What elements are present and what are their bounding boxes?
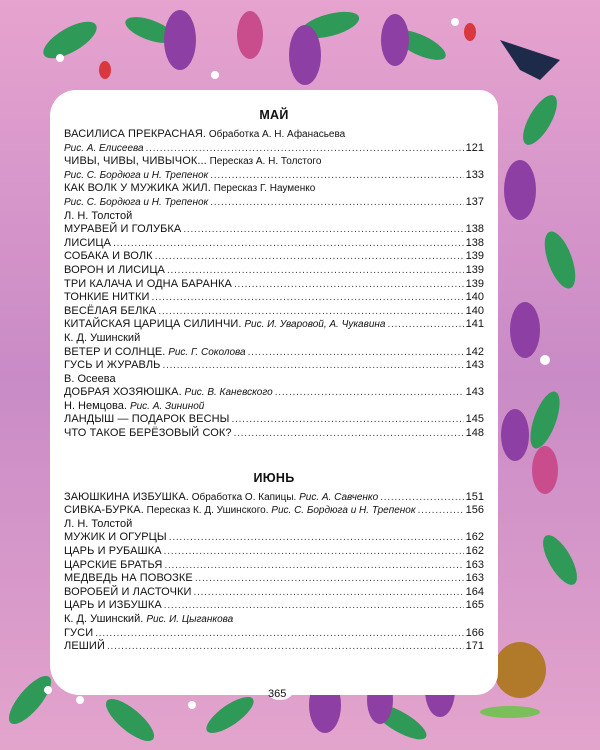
entry-title: ГУСЬ И ЖУРАВЛЬ (64, 359, 161, 372)
entry-page: 139 (465, 250, 484, 263)
leader-dots (234, 427, 464, 441)
page-number: 365 (268, 688, 287, 700)
entry-page: 165 (465, 599, 484, 612)
entry-page: 142 (465, 345, 484, 358)
entry-title: ЛАНДЫШ — ПОДАРОК ВЕСНЫ (64, 413, 230, 426)
entry-page: 138 (465, 236, 484, 249)
toc-entry[interactable] (64, 264, 484, 278)
toc-entry[interactable] (64, 545, 484, 559)
entry-page: 151 (465, 490, 484, 503)
leader-dots (146, 142, 464, 156)
entry-page: 143 (465, 359, 484, 372)
author-name: Н. Немцова. Рис. А. Зининой (64, 399, 205, 412)
leader-dots (195, 572, 464, 586)
section-title-may: МАЙ (259, 108, 289, 122)
toc-entry[interactable] (64, 237, 484, 251)
entry-page: 164 (465, 585, 484, 598)
toc-entry[interactable] (64, 504, 484, 518)
leader-dots (248, 346, 464, 360)
toc-entry[interactable] (64, 169, 484, 183)
entry-title: ДОБРАЯ ХОЗЯЮШКА. (64, 386, 182, 399)
leader-dots (158, 305, 463, 319)
entry-title: ЦАРЬ И ИЗБУШКА (64, 599, 162, 612)
toc-entry[interactable] (64, 155, 484, 169)
entry-page: 163 (465, 572, 484, 585)
toc-entry[interactable] (64, 223, 484, 237)
leader-dots (155, 250, 464, 264)
entry-title: ВЕСЁЛАЯ БЕЛКА (64, 304, 157, 317)
entry-page: 156 (465, 504, 484, 517)
entry-title: ГУСИ (64, 626, 94, 639)
entry-title: ЦАРСКИЕ БРАТЬЯ (64, 558, 163, 571)
leader-dots (164, 545, 464, 559)
entry-page: 139 (465, 263, 484, 276)
leader-dots (95, 627, 463, 641)
toc-entry[interactable] (64, 640, 484, 654)
entry-title: ЧТО ТАКОЕ БЕРЁЗОВЫЙ СОК? (64, 427, 232, 440)
entry-title: ЛЕШИЙ (64, 640, 105, 653)
entry-title: ВОРОН И ЛИСИЦА (64, 263, 165, 276)
author-name: Л. Н. Толстой (64, 209, 133, 222)
entry-title: ЧИВЫ, ЧИВЫ, ЧИВЫЧОК... (64, 155, 207, 168)
leader-dots (107, 640, 464, 654)
entry-illustrator: Рис. А. Елисеева (64, 142, 144, 154)
toc-entry[interactable] (64, 278, 484, 292)
leader-dots (113, 237, 464, 251)
toc-entry[interactable] (64, 291, 484, 305)
entry-page: 145 (465, 413, 484, 426)
entry-illustrator: Рис. С. Бордюга и Н. Трепенок (271, 505, 416, 517)
leader-dots (387, 318, 463, 332)
toc-entry[interactable] (64, 531, 484, 545)
entry-page: 141 (465, 318, 484, 331)
entry-page: 162 (465, 531, 484, 544)
entry-illustrator: Рис. В. Каневского (184, 387, 273, 399)
leader-dots (380, 491, 463, 505)
toc-entry[interactable] (64, 559, 484, 573)
entry-page: 140 (465, 304, 484, 317)
entry-title: СИВКА-БУРКА. (64, 504, 144, 517)
entry-page: 139 (465, 277, 484, 290)
toc-entry[interactable] (64, 359, 484, 373)
entry-title: МУЖИК И ОГУРЦЫ (64, 531, 167, 544)
entry-title: ТРИ КАЛАЧА И ОДНА БАРАНКА (64, 277, 232, 290)
toc-entry[interactable] (64, 491, 484, 505)
toc-entry[interactable] (64, 346, 484, 360)
entry-page: 162 (465, 545, 484, 558)
leader-dots (210, 196, 463, 210)
entry-page: 166 (465, 626, 484, 639)
author-name: К. Д. Ушинский (64, 331, 141, 344)
entry-illustrator: Рис. Г. Соколова (168, 346, 246, 358)
entry-illustrator: Рис. С. Бордюга и Н. Трепенок (64, 196, 209, 208)
leader-dots (194, 586, 464, 600)
entry-note: Обработка О. Капицы. (191, 491, 297, 503)
entry-page: 133 (465, 168, 484, 181)
leader-dots (164, 559, 463, 573)
entry-illustrator: Рис. А. Савченко (299, 491, 379, 503)
entry-title: ТОНКИЕ НИТКИ (64, 291, 150, 304)
toc-entry[interactable] (64, 318, 484, 332)
entry-page: 140 (465, 291, 484, 304)
toc-entry[interactable] (64, 305, 484, 319)
entry-note: Пересказ К. Д. Ушинского. (146, 505, 269, 517)
leader-dots (418, 504, 464, 518)
toc-entry[interactable] (64, 182, 484, 196)
toc-entry[interactable] (64, 586, 484, 600)
entry-title: МЕДВЕДЬ НА ПОВОЗКЕ (64, 572, 193, 585)
leader-dots (183, 223, 463, 237)
leader-dots (234, 278, 464, 292)
entry-page: 171 (465, 640, 484, 653)
section-title-june: ИЮНЬ (253, 470, 295, 485)
entry-title: КИТАЙСКАЯ ЦАРИЦА СИЛИНЧИ. (64, 318, 242, 331)
author-illustrator: Рис. И. Цыганкова (146, 614, 234, 625)
entry-note: Обработка А. Н. Афанасьева (208, 129, 346, 140)
entry-title: ВОРОБЕЙ И ЛАСТОЧКИ (64, 585, 192, 598)
toc-entry[interactable] (64, 142, 484, 156)
entry-note: Пересказ Г. Науменко (213, 183, 316, 195)
toc-entry[interactable] (64, 250, 484, 264)
leader-dots (169, 531, 464, 545)
author-name: В. Осеева (64, 372, 116, 385)
entry-title: ЛИСИЦА (64, 236, 112, 249)
entry-page: 148 (465, 427, 484, 440)
entry-title: СОБАКА И ВОЛК (64, 250, 153, 263)
toc-entry[interactable] (64, 599, 484, 613)
toc-entry[interactable] (64, 413, 484, 427)
leader-dots (210, 169, 463, 183)
author-illustrator: Рис. А. Зининой (129, 400, 205, 412)
entry-title: ВАСИЛИСА ПРЕКРАСНАЯ. (64, 128, 207, 140)
entry-page: 163 (465, 558, 484, 571)
entry-page: 138 (465, 223, 484, 236)
toc-entry[interactable] (64, 128, 484, 142)
toc-entry[interactable] (64, 572, 484, 586)
author-name: Л. Н. Толстой (64, 517, 133, 530)
toc-entry[interactable] (64, 386, 484, 400)
entry-title: КАК ВОЛК У МУЖИКА ЖИЛ. (64, 182, 211, 195)
entry-illustrator: Рис. С. Бордюга и Н. Трепенок (64, 169, 209, 181)
entry-page: 143 (465, 386, 484, 399)
toc-entry[interactable] (64, 196, 484, 210)
toc-entry[interactable] (64, 427, 484, 441)
entry-title: МУРАВЕЙ И ГОЛУБКА (64, 223, 182, 236)
entry-title: ВЕТЕР И СОЛНЦЕ. (64, 345, 166, 358)
leader-dots (164, 599, 464, 613)
leader-dots (152, 291, 464, 305)
table-of-contents (64, 100, 484, 654)
entry-note: Пересказ А. Н. Толстого (209, 156, 322, 168)
entry-page: 121 (465, 141, 484, 154)
leader-dots (275, 386, 464, 400)
entry-title: ЗАЮШКИНА ИЗБУШКА. (64, 490, 189, 503)
entry-title: ЦАРЬ И РУБАШКА (64, 545, 162, 558)
leader-dots (167, 264, 464, 278)
entry-illustrator: Рис. И. Уваровой, А. Чукавина (244, 319, 386, 331)
entry-page: 137 (465, 195, 484, 208)
author-name: К. Д. Ушинский. Рис. И. Цыганкова (64, 613, 234, 625)
leader-dots (163, 359, 464, 373)
toc-entry[interactable] (64, 627, 484, 641)
leader-dots (232, 413, 464, 427)
